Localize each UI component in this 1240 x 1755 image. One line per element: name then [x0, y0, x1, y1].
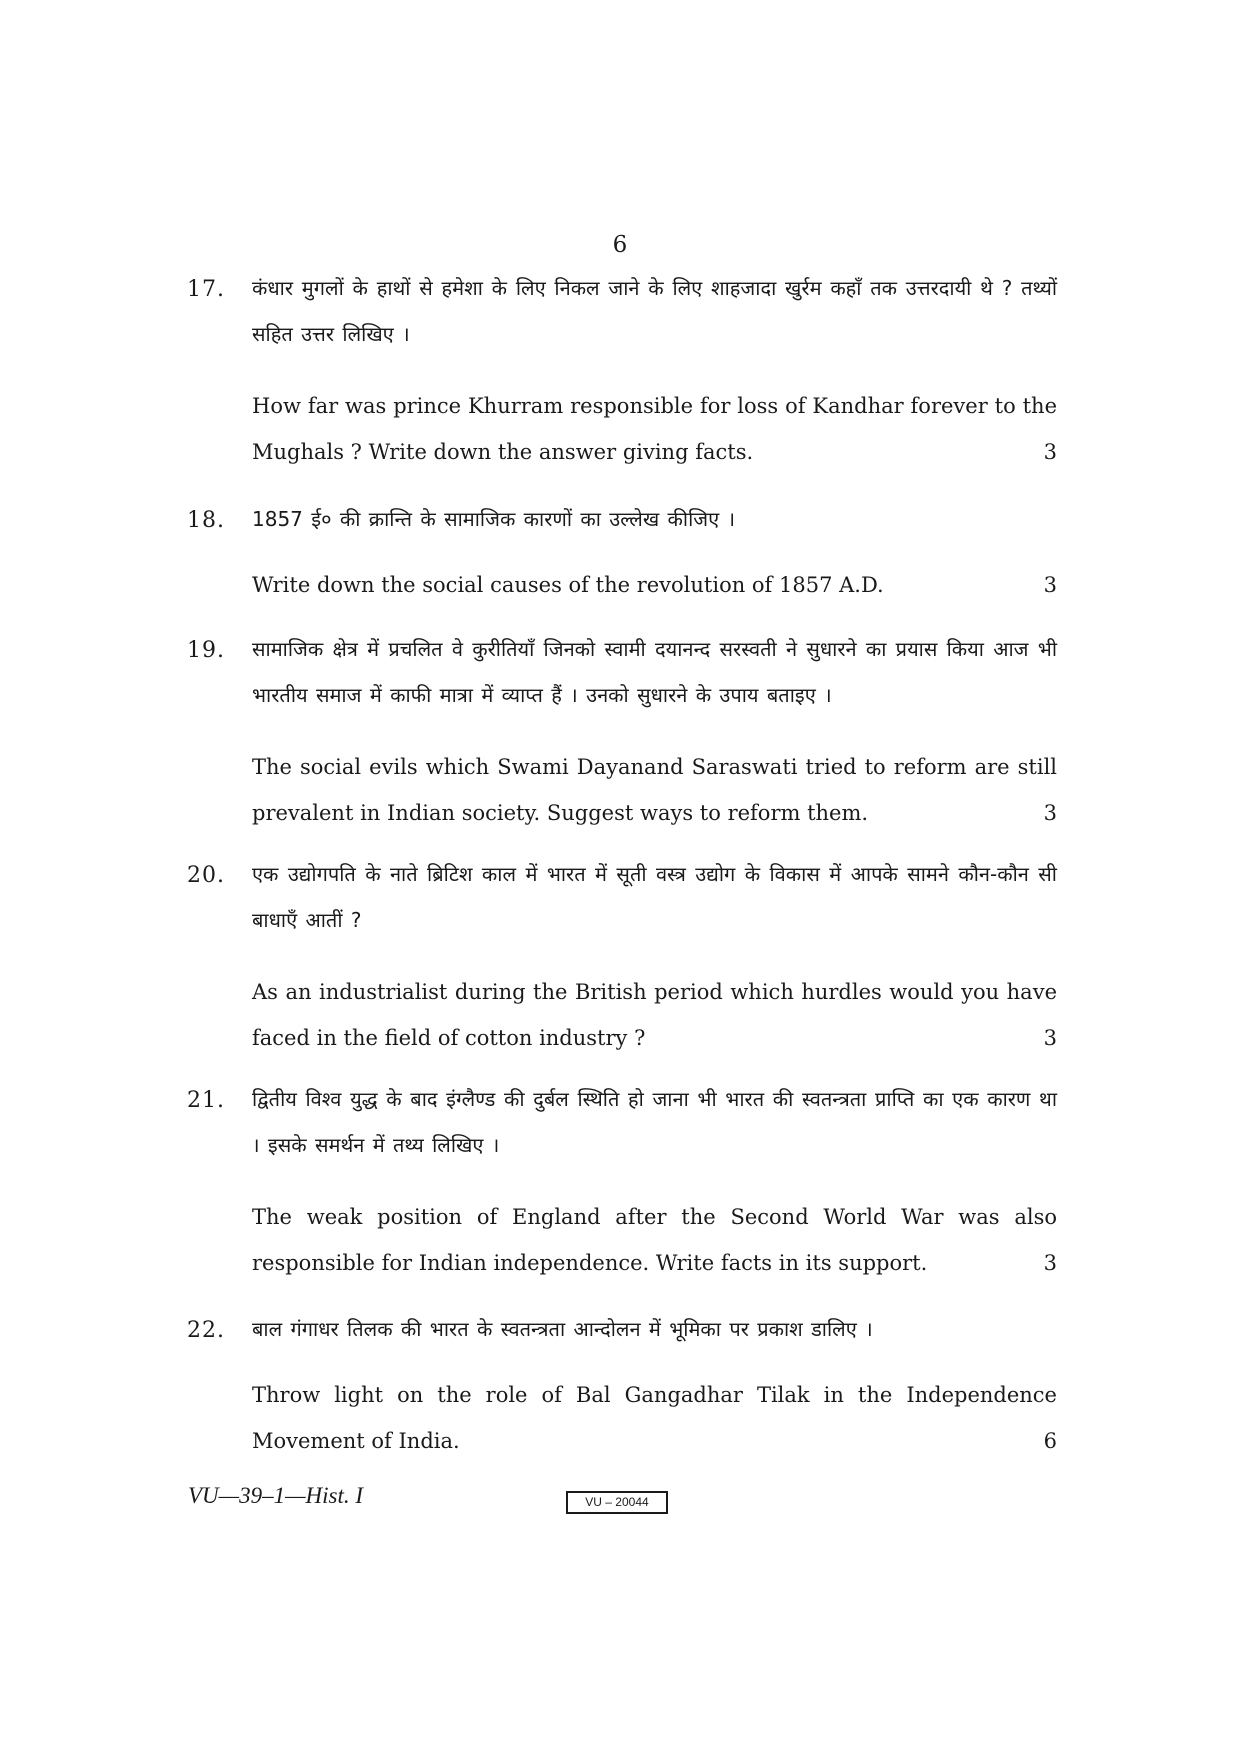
marks: 3 — [1043, 573, 1057, 597]
question-text-english: Write down the social causes of the revolution of 1857 A.D. 3 — [252, 562, 1057, 608]
question-text-hindi: कंधार मुगलों के हाथों से हमेशा के लिए निकल जाने के लिए शाहजादा खुर्रम कहाँ तक उत्तरदायी थे ? तथ्यों सहित उत्तर लिखिए । — [252, 276, 1057, 346]
question-number: 17. — [187, 277, 225, 302]
marks: 6 — [1043, 1429, 1057, 1453]
question-text-english: The weak position of England after the Second World War was also responsible for Indian independence. Write facts in its support. 3 — [252, 1194, 1057, 1286]
question-text-hindi: सामाजिक क्षेत्र में प्रचलित वे कुरीतियाँ जिनको स्वामी दयानन्द सरस्वती ने सुधारने का प्रयास किया आज भी भारतीय समाज में काफी मात्रा में व्याप्त हैं । उनको सुधारने के उपाय बताइए । — [252, 637, 1057, 707]
question-text-hindi: बाल गंगाधर तिलक की भारत के स्वतन्त्रता आन्दोलन में भूमिका पर प्रकाश डालिए । — [252, 1317, 873, 1341]
question-text-english: The social evils which Swami Dayanand Saraswati tried to reform are still prevalent in Indian society. Suggest ways to reform them. 3 — [252, 744, 1057, 836]
question-text-hindi: 1857 ई० की क्रान्ति के सामाजिक कारणों का उल्लेख कीजिए । — [252, 507, 736, 531]
question-number: 21. — [187, 1088, 225, 1113]
marks: 3 — [1043, 440, 1057, 464]
marks: 3 — [1043, 1026, 1057, 1050]
question-text-english: How far was prince Khurram responsible for loss of Kandhar forever to the Mughals ? Write down the answer giving facts. 3 — [252, 383, 1057, 475]
page-number: 6 — [612, 232, 628, 258]
question-text-english: As an industrialist during the British period which hurdles would you have faced in the field of cotton industry ? 3 — [252, 969, 1057, 1061]
marks: 3 — [1043, 801, 1057, 825]
marks: 3 — [1043, 1251, 1057, 1275]
question-number: 20. — [187, 863, 225, 888]
question-text-hindi: द्वितीय विश्व युद्ध के बाद इंग्लैण्ड की दुर्बल स्थिति हो जाना भी भारत की स्वतन्त्रता प्राप्ति का एक कारण था । इसके समर्थन में तथ्य लिखिए । — [252, 1087, 1057, 1157]
question-number: 22. — [187, 1318, 225, 1343]
question-number: 19. — [187, 638, 225, 663]
question-number: 18. — [187, 508, 225, 533]
paper-code: VU—39–1—Hist. I — [188, 1483, 364, 1508]
paper-serial-box: VU – 20044 — [566, 1491, 668, 1514]
question-text-hindi: एक उद्योगपति के नाते ब्रिटिश काल में भारत में सूती वस्त्र उद्योग के विकास में आपके सामने कौन-कौन सी बाधाएँ आतीं ? — [252, 862, 1057, 932]
question-text-english: Throw light on the role of Bal Gangadhar Tilak in the Independence Movement of India. 6 — [252, 1372, 1057, 1464]
